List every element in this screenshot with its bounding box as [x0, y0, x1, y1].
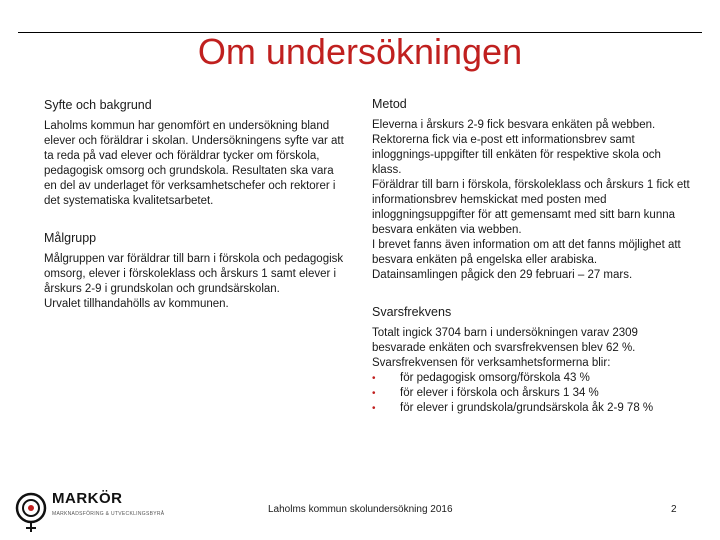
method-para-4: Datainsamlingen pågick den 29 februari – 27 mars. — [372, 269, 633, 281]
response-heading: Svarsfrekvens — [372, 305, 452, 319]
method-heading: Metod — [372, 97, 407, 111]
target-section — [44, 231, 344, 312]
purpose-text: Laholms kommun har genomfört en undersökning bland elever och föräldrar i skolan. Undersökningens syfte var att ta reda på vad elever och föräldrar tycker om förskola, pedagogisk omsorg och grundskola. Resultaten ska vara en del av underlaget för verksamhetschefer och rektorer i det systematiska kvalitetsarbetet. — [44, 120, 344, 207]
list-item — [372, 401, 692, 416]
target-heading: Målgrupp — [44, 231, 97, 245]
response-para-2: Svarsfrekvensen för verksamhetsformerna blir: — [372, 357, 611, 369]
page-title: Om undersökningen — [197, 31, 523, 72]
bullet-icon: • — [372, 388, 376, 399]
bullet-icon: • — [372, 373, 376, 384]
target-text: Målgruppen var föräldrar till barn i förskola och pedagogisk omsorg, elever i förskoleklass och årskurs 1 samt elever i årskurs 2-9 i grundskolan och grundsärskolan. — [44, 253, 344, 295]
logo-tagline: MARKNADSFÖRING & UTVECKLINGSBYRÅ — [52, 511, 165, 517]
method-para-2: Föräldrar till barn i förskola, förskoleklass och årskurs 1 fick ett informationsbrev hemskickat med posten med inloggningsuppgifter för att gemensamt med sitt barn kunna besvara enkäten via webben. — [372, 179, 690, 236]
right-column — [372, 97, 692, 416]
bullet-text: för elever i förskola och årskurs 1 34 % — [400, 387, 599, 399]
page-number: 2 — [671, 504, 677, 515]
logo-name: MARKÖR — [52, 490, 123, 507]
bullet-text: för pedagogisk omsorg/förskola 43 % — [400, 372, 590, 384]
method-section — [372, 97, 692, 283]
bullet-text: för elever i grundskola/grundsärskola åk 2-9 78 % — [400, 402, 654, 414]
target-text-2: Urvalet tillhandahölls av kommunen. — [44, 298, 229, 310]
markor-logo — [14, 490, 165, 534]
bullet-icon: • — [372, 403, 376, 414]
logo-target-icon — [14, 490, 50, 534]
purpose-section — [44, 98, 344, 209]
method-para-1: Eleverna i årskurs 2-9 fick besvara enkäten på webben. Rektorerna fick via e-post ett informationsbrev samt inloggnings-uppgifter till enkäten för respektive skola och klass. — [372, 119, 661, 176]
response-para-1: Totalt ingick 3704 barn i undersökningen varav 2309 besvarade enkäten och svarsfrekvensen blev 62 %. — [372, 327, 638, 354]
list-item — [372, 371, 692, 386]
footer-text: Laholms kommun skolundersökning 2016 — [268, 504, 453, 515]
list-item — [372, 386, 692, 401]
response-bullet-list — [372, 371, 692, 416]
method-para-3: I brevet fanns även information om att det fanns möjlighet att besvara enkäten på engelska eller arabiska. — [372, 239, 681, 266]
response-section — [372, 305, 692, 416]
purpose-heading: Syfte och bakgrund — [44, 98, 152, 112]
left-column — [44, 98, 344, 334]
